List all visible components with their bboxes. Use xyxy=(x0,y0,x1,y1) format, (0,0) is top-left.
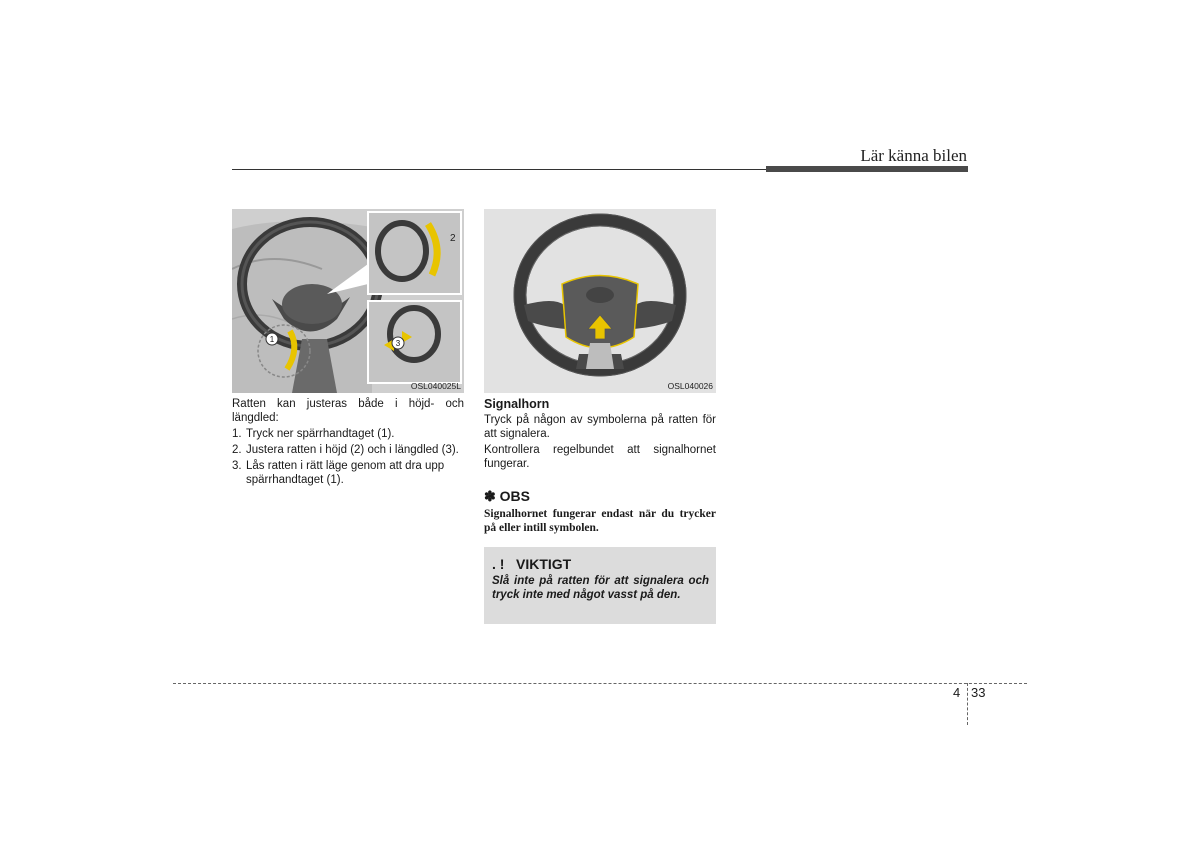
step-number: 2. xyxy=(232,444,242,456)
figure-caption: OSL040026 xyxy=(667,381,713,391)
steering-adjust-illustration xyxy=(232,209,464,393)
figure-caption: OSL040025L xyxy=(410,381,461,391)
step-number: 3. xyxy=(232,460,242,472)
page-number: 33 xyxy=(971,685,986,700)
warning-box xyxy=(484,547,716,624)
step-number: 1. xyxy=(232,428,242,440)
footer-divider xyxy=(173,683,1027,684)
section-heading: Signalhorn xyxy=(484,397,550,411)
warning-text: Slå inte på ratten för att signalera och tryck inte med något vasst på den. xyxy=(492,575,709,601)
step-text: Tryck ner spärrhandtaget (1). xyxy=(246,428,395,440)
callout-1: 1 xyxy=(269,335,275,344)
list-item xyxy=(232,443,464,457)
paragraph: Tryck på någon av symbolerna på ratten för att signalera. xyxy=(484,414,716,440)
list-item xyxy=(232,427,464,441)
steering-adjust-figure xyxy=(232,209,464,393)
callout-3: 3 xyxy=(395,339,401,348)
note-heading: ✽ OBS xyxy=(484,488,530,504)
header-bar xyxy=(766,166,968,172)
chapter-title: Lär känna bilen xyxy=(860,146,967,165)
note-text: Signalhornet fungerar endast när du trycker på eller intill symbolen. xyxy=(484,508,716,534)
step-text: Lås ratten i rätt läge genom att dra upp spärrhandtaget (1). xyxy=(246,460,445,486)
list-item xyxy=(232,459,464,487)
footer-vertical-divider xyxy=(967,683,968,725)
chapter-number: 4 xyxy=(953,685,961,700)
paragraph: Kontrollera regelbundet att signalhornet fungerar. xyxy=(484,444,716,470)
step-text: Justera ratten i höjd (2) och i längdled (3). xyxy=(246,444,459,456)
callout-2: 2 xyxy=(450,233,456,244)
intro-text: Ratten kan justeras både i höjd- och längdled: xyxy=(232,398,464,424)
warning-heading: VIKTIGT xyxy=(516,556,572,572)
steering-wheel-horn-figure xyxy=(484,209,716,393)
steps-list xyxy=(232,427,464,489)
steering-wheel-illustration xyxy=(484,209,716,393)
warning-icon: . ! xyxy=(492,556,505,572)
